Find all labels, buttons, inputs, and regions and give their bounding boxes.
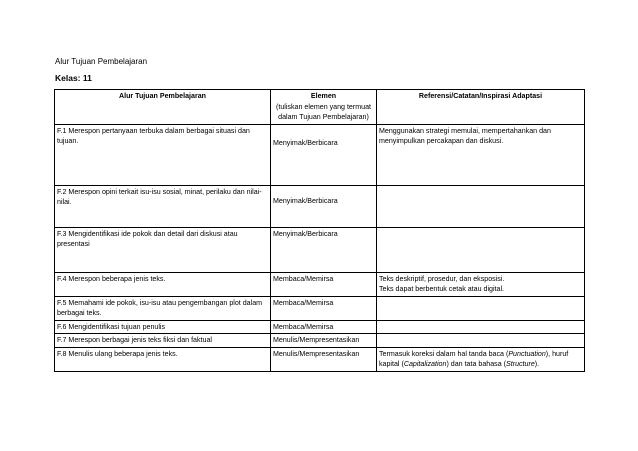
cell-referensi: Menggunakan strategi memulai, mempertahankan dan menyimpulkan percakapan dan diskusi. xyxy=(377,124,585,185)
learning-objectives-table xyxy=(54,89,585,372)
cell-elemen: Menulis/Mempresentasikan xyxy=(271,347,377,371)
header-elemen-title: Elemen xyxy=(310,92,337,100)
cell-elemen: Menyimak/Berbicara xyxy=(271,227,377,272)
cell-tujuan: F.5 Memahami ide pokok, isu-isu atau pengembangan plot dalam berbagai teks. xyxy=(55,296,271,320)
cell-referensi xyxy=(377,272,585,296)
referensi-term: Capitalization xyxy=(403,360,447,368)
cell-referensi xyxy=(377,227,585,272)
cell-elemen: Membaca/Memirsa xyxy=(271,272,377,296)
referensi-line: Teks deskriptif, prosedur, dan eksposisi. xyxy=(379,274,505,283)
table-row xyxy=(55,334,585,348)
cell-referensi xyxy=(377,320,585,334)
cell-tujuan: F.7 Merespon berbagai jenis teks fiksi dan faktual xyxy=(55,334,271,348)
referensi-text: ). xyxy=(534,360,540,368)
header-referensi: Referensi/Catatan/Inspirasi Adaptasi xyxy=(377,90,585,125)
cell-tujuan: F.1 Merespon pertanyaan terbuka dalam berbagai situasi dan tujuan. xyxy=(55,124,271,185)
document-title: Alur Tujuan Pembelajaran xyxy=(55,57,148,66)
cell-referensi xyxy=(377,347,585,371)
table-row xyxy=(55,272,585,296)
cell-tujuan: F.4 Merespon beberapa jenis teks. xyxy=(55,272,271,296)
table-header-row xyxy=(55,90,585,125)
referensi-term: Punctuation xyxy=(508,349,546,358)
cell-elemen: Menulis/Mempresentasikan xyxy=(271,334,377,348)
cell-tujuan: F.6 Mengidentifikasi tujuan penulis xyxy=(55,320,271,334)
header-atp: Alur Tujuan Pembelajaran xyxy=(55,90,271,125)
referensi-text: ) dan tata bahasa ( xyxy=(446,360,506,368)
cell-referensi xyxy=(377,334,585,348)
table-row xyxy=(55,227,585,272)
table-row xyxy=(55,296,585,320)
cell-elemen: Membaca/Memirsa xyxy=(271,296,377,320)
cell-referensi xyxy=(377,185,585,227)
cell-tujuan: F.2 Merespon opini terkait isu-isu sosial, minat, perilaku dan nilai-nilai. xyxy=(55,185,271,227)
table-row xyxy=(55,320,585,334)
referensi-text: Termasuk koreksi dalam hal tanda baca ( xyxy=(379,349,509,358)
table-row xyxy=(55,347,585,371)
cell-tujuan: F.8 Menulis ulang beberapa jenis teks. xyxy=(55,347,271,371)
cell-elemen: Menyimak/Berbicara xyxy=(271,124,377,185)
referensi-term: Structure xyxy=(506,360,535,368)
header-elemen-note: (tuliskan elemen yang termuat dalam Tujuan Pembelajaran) xyxy=(275,102,372,121)
class-label: Kelas: 11 xyxy=(55,73,92,83)
table-row xyxy=(55,124,585,185)
cell-elemen: Menyimak/Berbicara xyxy=(271,185,377,227)
cell-tujuan: F.3 Mengidentifikasi ide pokok dan detail dari diskusi atau presentasi xyxy=(55,227,271,272)
referensi-text: ), huruf kapital ( xyxy=(379,349,569,368)
table-row xyxy=(55,185,585,227)
referensi-line: Teks dapat berbentuk cetak atau digital. xyxy=(379,285,505,293)
header-elemen xyxy=(271,90,377,125)
cell-elemen: Membaca/Memirsa xyxy=(271,320,377,334)
cell-referensi xyxy=(377,296,585,320)
